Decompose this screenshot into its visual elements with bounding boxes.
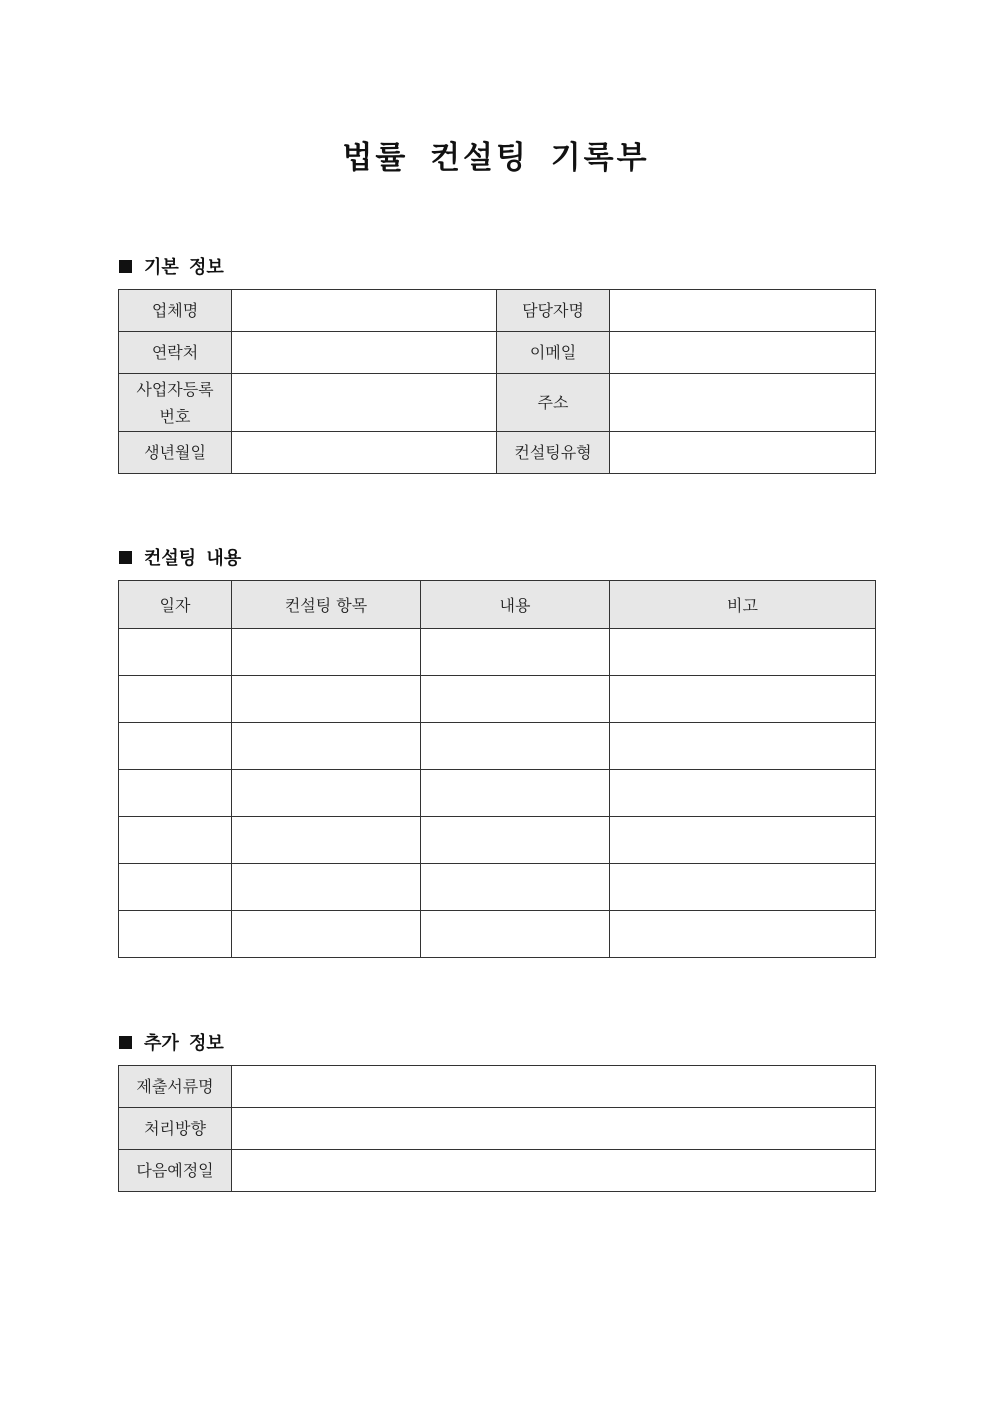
email-field[interactable] bbox=[610, 332, 876, 374]
content-cell[interactable] bbox=[421, 723, 610, 770]
black-square-icon bbox=[119, 1036, 132, 1049]
table-row bbox=[119, 1150, 876, 1192]
date-cell[interactable] bbox=[119, 770, 232, 817]
consulting-type-label: 컨설팅유형 bbox=[497, 432, 610, 474]
company-name-label: 업체명 bbox=[119, 290, 232, 332]
column-header-date: 일자 bbox=[119, 581, 232, 629]
contact-person-field[interactable] bbox=[610, 290, 876, 332]
business-number-field[interactable] bbox=[232, 374, 497, 432]
address-label: 주소 bbox=[497, 374, 610, 432]
item-cell[interactable] bbox=[232, 911, 421, 958]
date-cell[interactable] bbox=[119, 911, 232, 958]
note-cell[interactable] bbox=[610, 723, 876, 770]
table-header-row bbox=[119, 581, 876, 629]
column-header-content: 내용 bbox=[421, 581, 610, 629]
table-row bbox=[119, 1108, 876, 1150]
note-cell[interactable] bbox=[610, 817, 876, 864]
email-label: 이메일 bbox=[497, 332, 610, 374]
consulting-table bbox=[118, 580, 876, 958]
company-name-field[interactable] bbox=[232, 290, 497, 332]
table-row bbox=[119, 629, 876, 676]
section-heading-consulting bbox=[119, 544, 241, 570]
content-cell[interactable] bbox=[421, 770, 610, 817]
item-cell[interactable] bbox=[232, 723, 421, 770]
column-header-note: 비고 bbox=[610, 581, 876, 629]
submitted-documents-field[interactable] bbox=[232, 1066, 876, 1108]
content-cell[interactable] bbox=[421, 817, 610, 864]
content-cell[interactable] bbox=[421, 629, 610, 676]
table-row bbox=[119, 676, 876, 723]
section-heading-label: 추가 정보 bbox=[144, 1033, 224, 1054]
note-cell[interactable] bbox=[610, 864, 876, 911]
note-cell[interactable] bbox=[610, 770, 876, 817]
next-schedule-label: 다음예정일 bbox=[119, 1150, 232, 1192]
table-row bbox=[119, 723, 876, 770]
contact-person-label: 담당자명 bbox=[497, 290, 610, 332]
section-heading-basic-info bbox=[119, 253, 224, 279]
content-cell[interactable] bbox=[421, 676, 610, 723]
consulting-type-field[interactable] bbox=[610, 432, 876, 474]
phone-label: 연락처 bbox=[119, 332, 232, 374]
table-row bbox=[119, 432, 876, 474]
submitted-documents-label: 제출서류명 bbox=[119, 1066, 232, 1108]
table-row bbox=[119, 290, 876, 332]
basic-info-table bbox=[118, 289, 876, 474]
date-cell[interactable] bbox=[119, 629, 232, 676]
item-cell[interactable] bbox=[232, 817, 421, 864]
address-field[interactable] bbox=[610, 374, 876, 432]
business-number-label: 사업자등록 번호 bbox=[119, 374, 232, 432]
section-heading-label: 기본 정보 bbox=[144, 257, 224, 278]
table-row bbox=[119, 1066, 876, 1108]
item-cell[interactable] bbox=[232, 770, 421, 817]
black-square-icon bbox=[119, 551, 132, 564]
table-row bbox=[119, 911, 876, 958]
table-row bbox=[119, 332, 876, 374]
item-cell[interactable] bbox=[232, 864, 421, 911]
table-row bbox=[119, 770, 876, 817]
date-cell[interactable] bbox=[119, 723, 232, 770]
table-row bbox=[119, 864, 876, 911]
item-cell[interactable] bbox=[232, 676, 421, 723]
item-cell[interactable] bbox=[232, 629, 421, 676]
date-cell[interactable] bbox=[119, 676, 232, 723]
content-cell[interactable] bbox=[421, 864, 610, 911]
table-row bbox=[119, 374, 876, 432]
birth-date-field[interactable] bbox=[232, 432, 497, 474]
black-square-icon bbox=[119, 260, 132, 273]
note-cell[interactable] bbox=[610, 911, 876, 958]
page-title: 법률 컨설팅 기록부 bbox=[342, 140, 650, 176]
date-cell[interactable] bbox=[119, 864, 232, 911]
content-cell[interactable] bbox=[421, 911, 610, 958]
column-header-item: 컨설팅 항목 bbox=[232, 581, 421, 629]
extra-info-table bbox=[118, 1065, 876, 1192]
birth-date-label: 생년월일 bbox=[119, 432, 232, 474]
date-cell[interactable] bbox=[119, 817, 232, 864]
handling-direction-label: 처리방향 bbox=[119, 1108, 232, 1150]
note-cell[interactable] bbox=[610, 676, 876, 723]
handling-direction-field[interactable] bbox=[232, 1108, 876, 1150]
section-heading-extra-info bbox=[119, 1029, 224, 1055]
table-row bbox=[119, 817, 876, 864]
note-cell[interactable] bbox=[610, 629, 876, 676]
next-schedule-field[interactable] bbox=[232, 1150, 876, 1192]
section-heading-label: 컨설팅 내용 bbox=[144, 548, 242, 569]
phone-field[interactable] bbox=[232, 332, 497, 374]
